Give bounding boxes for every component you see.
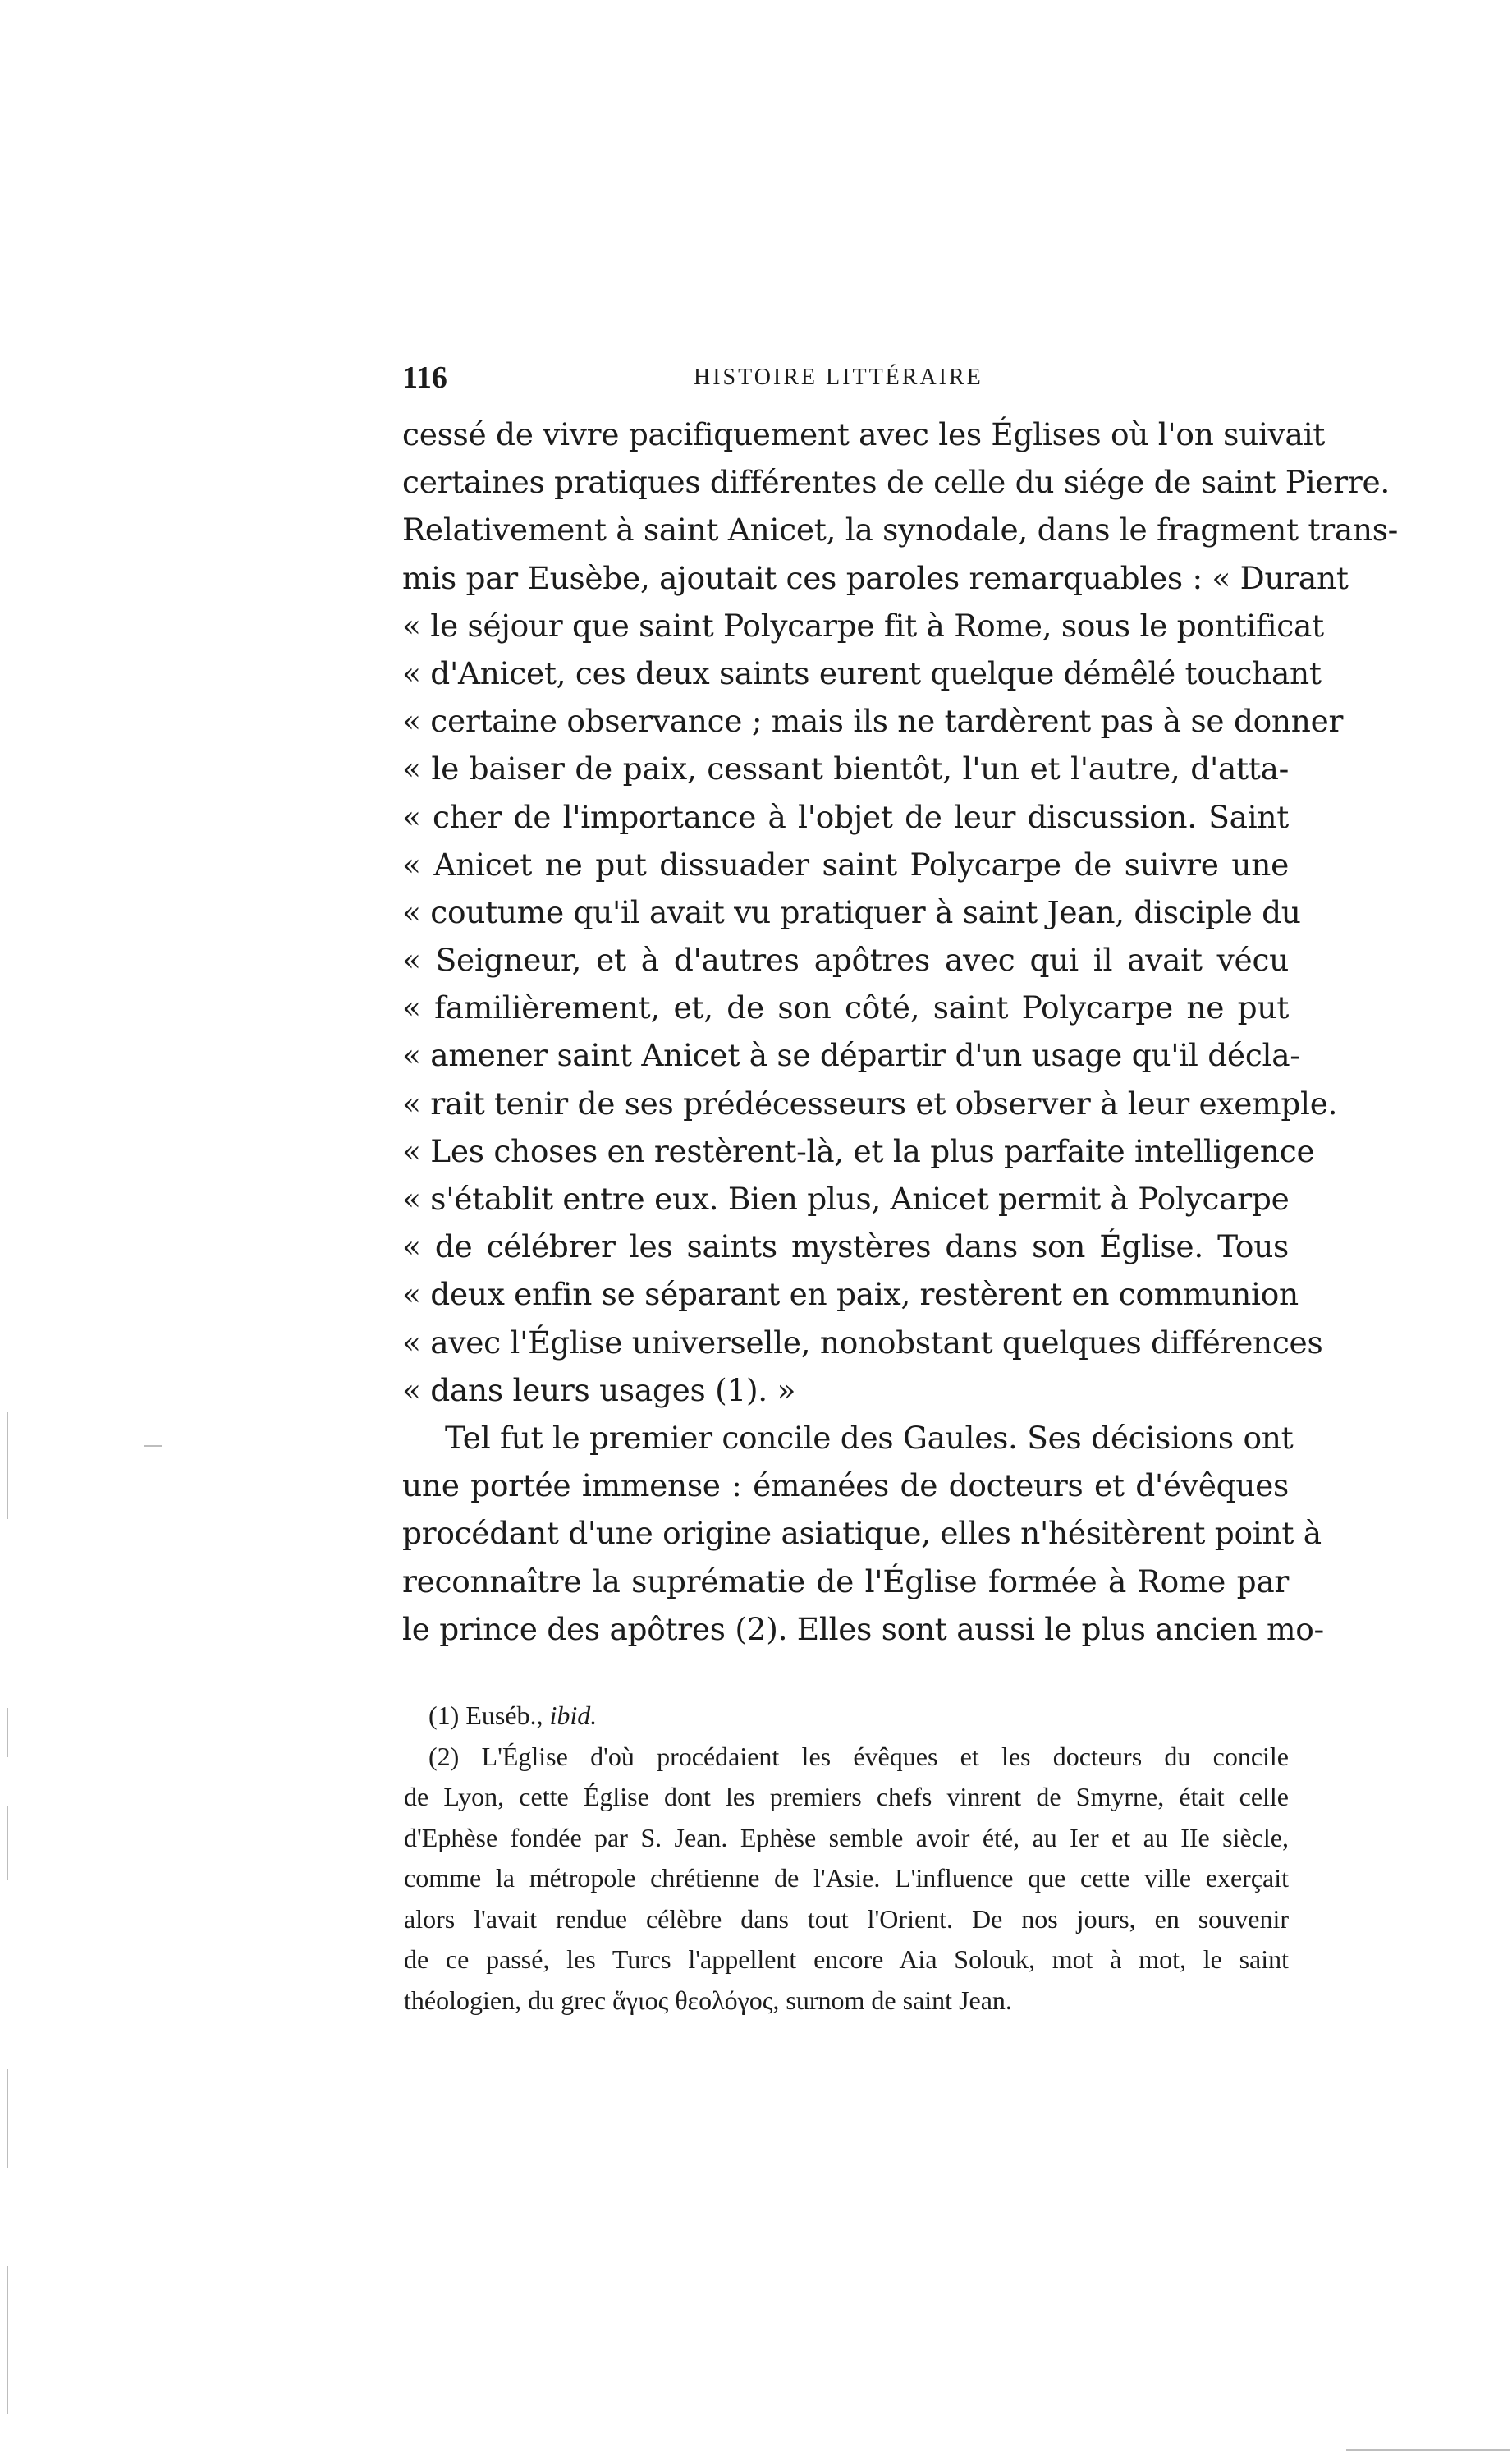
footnote-2-line: de Lyon, cette Église dont les premiers chefs vinrent de Smyrne, était celle [404,1782,1289,1811]
footnote-1 [404,1696,1289,1737]
footnote-1-source: Euséb., [465,1700,543,1730]
scan-edge-mark [7,2069,8,2168]
page-header [402,360,1281,401]
text-line: « le baiser de paix, cessant bientôt, l'un et l'autre, d'atta- [402,750,1289,787]
text-line: « Les choses en restèrent-là, et la plus parfaite intelligence [402,1132,1315,1169]
text-line: « avec l'Église universelle, nonobstant quelques différences [402,1324,1323,1361]
scan-edge-mark [7,1708,8,1757]
scan-edge-mark [1346,2449,1510,2451]
text-line: « Anicet ne put dissuader saint Polycarpe de suivre une [402,846,1289,883]
text-line: reconnaître la suprématie de l'Église formée à Rome par [402,1563,1289,1599]
scan-edge-mark [7,2266,8,2414]
text-line: « dans leurs usages (1). » [402,1371,796,1408]
text-line: « s'établit entre eux. Bien plus, Anicet permit à Polycarpe [402,1181,1290,1217]
text-line: « deux enfin se séparant en paix, restèrent en communion [402,1276,1299,1313]
scan-edge-mark [7,1806,8,1880]
footnote-2-line: d'Ephèse fondée par S. Jean. Ephèse semble avoir été, au Ier et au IIe siècle, [404,1822,1289,1852]
text-line: « d'Anicet, ces deux saints eurent quelque démêlé touchant [402,654,1322,691]
text-line: Relativement à saint Anicet, la synodale, dans le fragment trans- [402,512,1399,548]
text-line: « rait tenir de ses prédécesseurs et observer à leur exemple. [402,1085,1338,1122]
text-line: « Seigneur, et à d'autres apôtres avec qui il avait vécu [402,942,1289,979]
text-line: « le séjour que saint Polycarpe fit à Rome, sous le pontificat [402,607,1324,644]
text-line: mis par Eusèbe, ajoutait ces paroles remarquables : « Durant [402,559,1349,596]
page-number: 116 [402,360,447,395]
scan-edge-mark [7,1412,8,1519]
scan-edge-mark [144,1445,162,1447]
footnote-2-line: théologien, du grec ἅγιος θεολόγος, surnom de saint Jean. [404,1985,1012,2015]
text-line: Tel fut le premier concile des Gaules. Ses décisions ont [445,1419,1294,1456]
text-line: « cher de l'importance à l'objet de leur discussion. Saint [402,798,1289,835]
text-line: « de célébrer les saints mystères dans son Église. Tous [402,1228,1289,1265]
footnote-2-line: (2) L'Église d'où procédaient les évêques et les docteurs du concile [428,1741,1289,1771]
text-line: « familièrement, et, de son côté, saint Polycarpe ne put [402,989,1289,1026]
body-text [402,411,1399,1653]
running-title: HISTOIRE LITTÉRAIRE [694,365,983,390]
text-line: « certaine observance ; mais ils ne tardèrent pas à se donner [402,703,1344,740]
footnote-2-line: comme la métropole chrétienne de l'Asie. L'influence que cette ville exerçait [404,1863,1289,1893]
text-line: cessé de vivre pacifiquement avec les Églises où l'on suivait [402,416,1326,452]
footnote-1-ibid: ibid. [549,1700,598,1730]
text-line: « amener saint Anicet à se départir d'un usage qu'il décla- [402,1037,1300,1074]
footnotes [404,1696,1289,2021]
footnote-2-line: alors l'avait rendue célèbre dans tout l'Orient. De nos jours, en souvenir [404,1903,1289,1934]
text-line: une portée immense : émanées de docteurs et d'évêques [402,1467,1289,1504]
text-line: certaines pratiques différentes de celle du siége de saint Pierre. [402,464,1391,501]
footnote-1-number: (1) [428,1700,460,1730]
text-line: « coutume qu'il avait vu pratiquer à saint Jean, disciple du [402,893,1301,930]
footnote-2-line: de ce passé, les Turcs l'appellent encore Aia Solouk, mot à mot, le saint [404,1944,1289,1974]
text-line: le prince des apôtres (2). Elles sont aussi le plus ancien mo- [402,1610,1324,1647]
text-line: procédant d'une origine asiatique, elles n'hésitèrent point à [402,1515,1322,1552]
